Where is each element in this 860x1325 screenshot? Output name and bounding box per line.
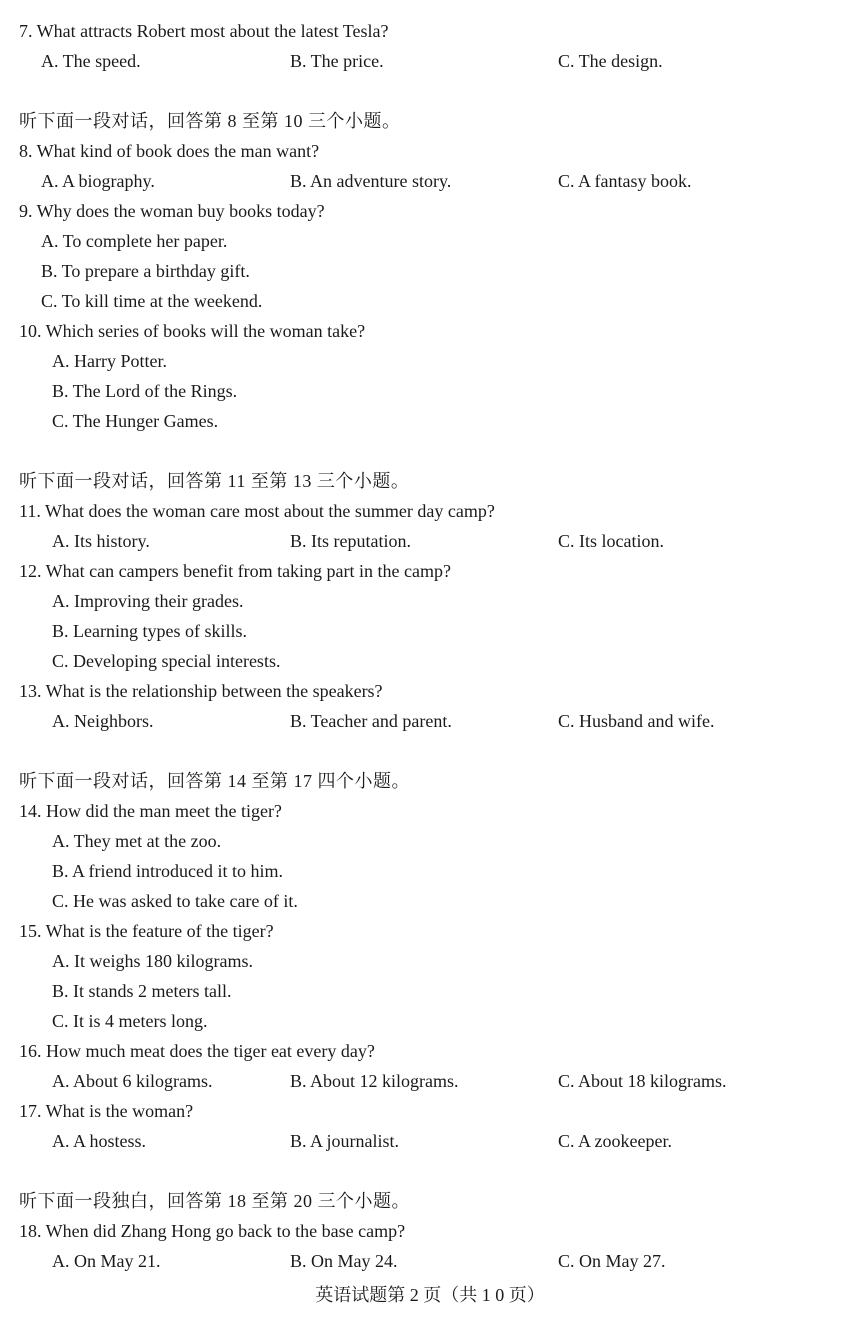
option-a: A. They met at the zoo. xyxy=(52,831,222,851)
option-c: C. The design. xyxy=(558,51,663,71)
question-9: 9. Why does the woman buy books today? xyxy=(19,201,325,221)
option-a: A. A biography. xyxy=(41,171,155,191)
question-7: 7. What attracts Robert most about the latest Tesla? xyxy=(19,21,389,41)
option-c: C. On May 27. xyxy=(558,1251,666,1271)
options-row-16 xyxy=(0,1069,860,1093)
question-11: 11. What does the woman care most about the summer day camp? xyxy=(19,501,495,521)
option-a: A. Improving their grades. xyxy=(52,591,244,611)
option-a: A. Harry Potter. xyxy=(52,351,167,371)
options-row-18 xyxy=(0,1249,860,1273)
question-17: 17. What is the woman? xyxy=(19,1101,194,1121)
option-c: C. A fantasy book. xyxy=(558,171,692,191)
options-row-7 xyxy=(0,49,860,73)
option-c: C. Its location. xyxy=(558,531,664,551)
question-14: 14. How did the man meet the tiger? xyxy=(19,801,282,821)
option-b: B. About 12 kilograms. xyxy=(290,1071,459,1091)
option-a: A. About 6 kilograms. xyxy=(52,1071,213,1091)
page-footer: 英语试题第 2 页（共 1 0 页） xyxy=(315,1285,545,1305)
option-c: C. Developing special interests. xyxy=(52,651,281,671)
question-12: 12. What can campers benefit from taking part in the camp? xyxy=(19,561,451,581)
option-b: B. A friend introduced it to him. xyxy=(52,861,283,881)
option-a: A. On May 21. xyxy=(52,1251,161,1271)
option-b: B. On May 24. xyxy=(290,1251,398,1271)
option-b: B. Teacher and parent. xyxy=(290,711,452,731)
option-c: C. To kill time at the weekend. xyxy=(41,291,263,311)
option-a: A. The speed. xyxy=(41,51,141,71)
option-b: B. An adventure story. xyxy=(290,171,452,191)
options-row-17 xyxy=(0,1129,860,1153)
question-18: 18. When did Zhang Hong go back to the base camp? xyxy=(19,1221,406,1241)
option-a: A. A hostess. xyxy=(52,1131,147,1151)
section-instruction: 听下面一段对话，回答第 8 至第 10 三个小题。 xyxy=(19,111,401,131)
question-15: 15. What is the feature of the tiger? xyxy=(19,921,274,941)
option-b: B. Learning types of skills. xyxy=(52,621,247,641)
option-b: B. The price. xyxy=(290,51,384,71)
option-a: A. To complete her paper. xyxy=(41,231,228,251)
options-row-8 xyxy=(0,169,860,193)
question-10: 10. Which series of books will the woman take? xyxy=(19,321,366,341)
section-instruction: 听下面一段对话，回答第 14 至第 17 四个小题。 xyxy=(19,771,410,791)
option-b: B. To prepare a birthday gift. xyxy=(41,261,250,281)
question-8: 8. What kind of book does the man want? xyxy=(19,141,320,161)
option-b: B. The Lord of the Rings. xyxy=(52,381,238,401)
option-b: B. It stands 2 meters tall. xyxy=(52,981,232,1001)
option-c: C. It is 4 meters long. xyxy=(52,1011,208,1031)
section-instruction: 听下面一段独白，回答第 18 至第 20 三个小题。 xyxy=(19,1191,410,1211)
option-b: B. A journalist. xyxy=(290,1131,400,1151)
option-c: C. About 18 kilograms. xyxy=(558,1071,727,1091)
section-instruction: 听下面一段对话，回答第 11 至第 13 三个小题。 xyxy=(19,471,410,491)
option-c: C. The Hunger Games. xyxy=(52,411,219,431)
option-b: B. Its reputation. xyxy=(290,531,411,551)
question-13: 13. What is the relationship between the speakers? xyxy=(19,681,383,701)
option-a: A. Neighbors. xyxy=(52,711,154,731)
option-a: A. Its history. xyxy=(52,531,150,551)
option-c: C. A zookeeper. xyxy=(558,1131,672,1151)
options-row-11 xyxy=(0,529,860,553)
option-c: C. He was asked to take care of it. xyxy=(52,891,298,911)
question-16: 16. How much meat does the tiger eat every day? xyxy=(19,1041,375,1061)
option-a: A. It weighs 180 kilograms. xyxy=(52,951,253,971)
options-row-13 xyxy=(0,709,860,733)
option-c: C. Husband and wife. xyxy=(558,711,715,731)
